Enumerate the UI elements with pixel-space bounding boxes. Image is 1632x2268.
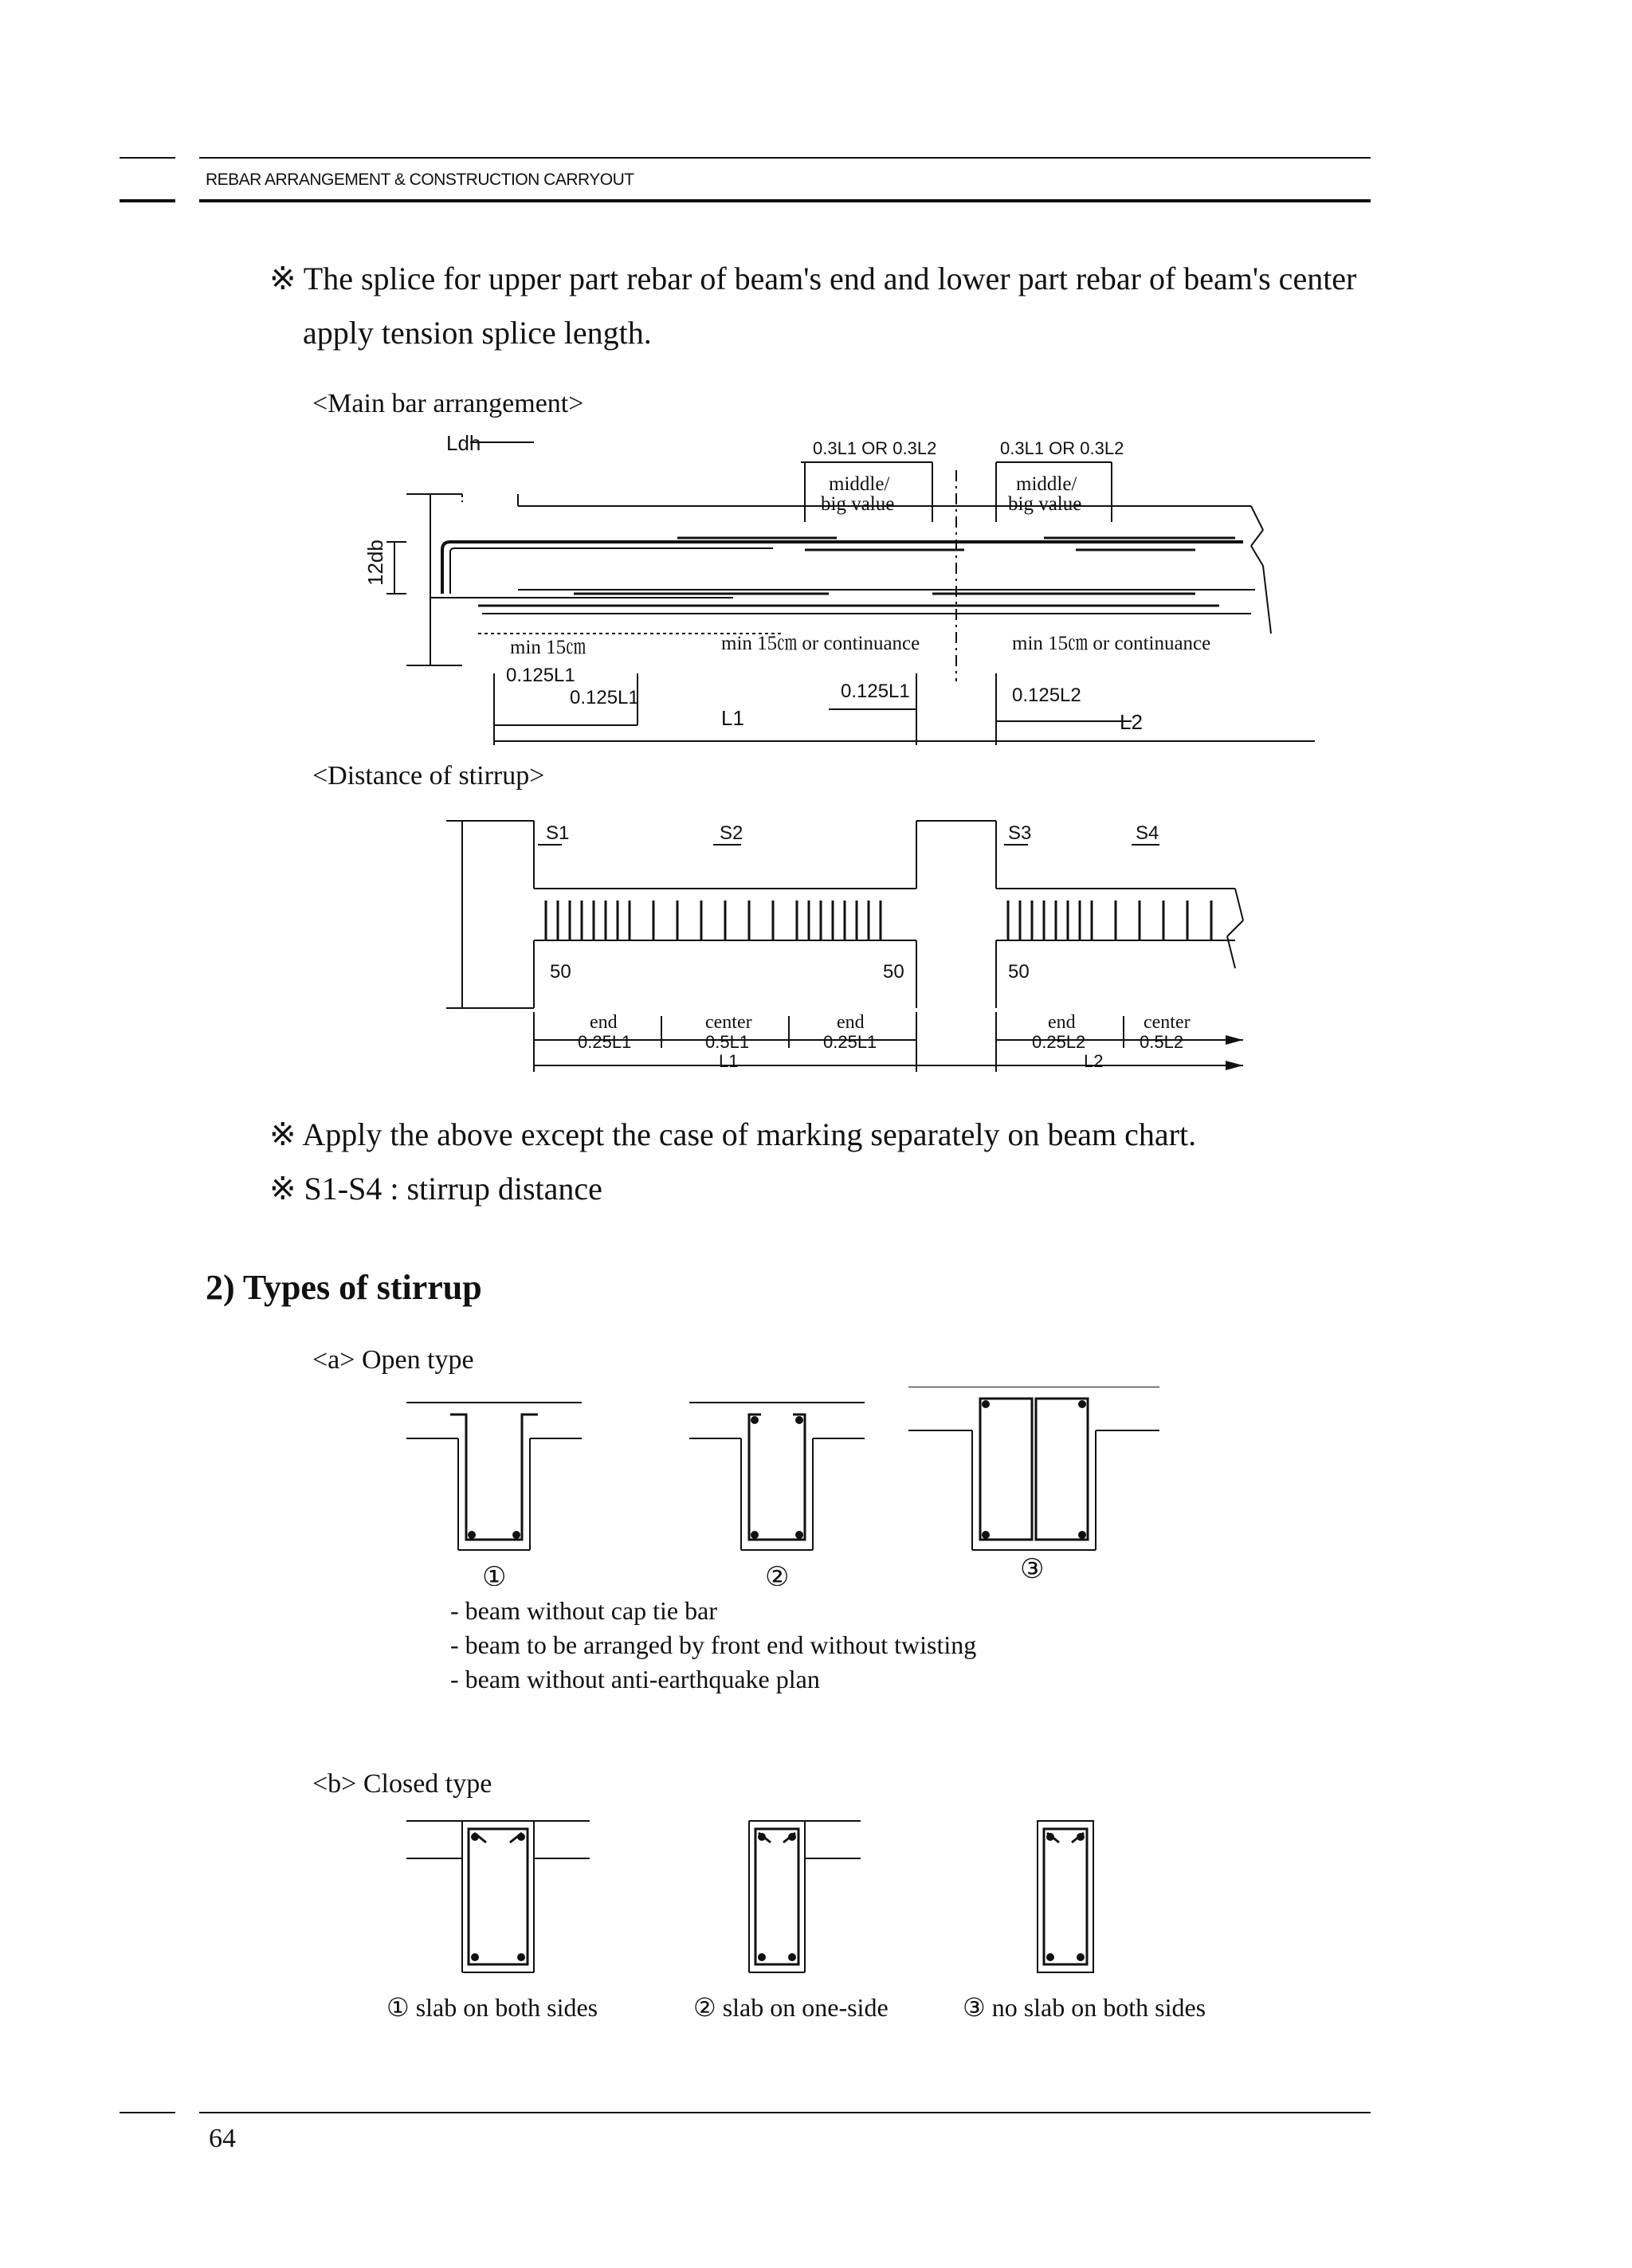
label-05L2: 0.5L2 [1140,1032,1184,1052]
section-title: 2) Types of stirrup [206,1268,482,1307]
note-text: S1-S4 : stirrup distance [304,1171,602,1207]
label-middle-2: middle/ [1016,473,1077,495]
label-bigvalue-1: big value [821,493,895,515]
label-min15-cont-2: min 15㎝ or continuance [1012,633,1211,654]
label-bigvalue-2: big value [1008,493,1082,515]
stirrup-dist-caption: <Distance of stirrup> [312,761,545,791]
open-num-3: ③ [1020,1555,1045,1584]
header-rule-left-bottom [120,199,175,202]
open-num-1: ① [482,1563,507,1586]
label-middle-1: middle/ [829,473,890,495]
label-50-c: 50 [1008,961,1030,983]
open-type-caption: <a> Open type [312,1345,474,1375]
header-rule-top [199,157,1371,159]
label-05L1: 0.5L1 [705,1032,750,1052]
stirrup-bars [546,901,1211,940]
open-type-bullets [450,1594,976,1697]
label-range-2: 0.3L1 OR 0.3L2 [1000,438,1124,458]
note-mark: ※ [269,1116,296,1152]
closed-stirrup-2 [755,1829,798,1964]
bullet-item: - beam without cap tie bar [450,1596,717,1625]
closed-caption-2: ② slab on one-side [693,1993,889,2022]
label-025L1-b: 0.25L1 [823,1032,877,1052]
closed-caption-1: ① slab on both sides [386,1993,598,2022]
open-type-diagrams [398,1387,1195,1586]
label-s4: S4 [1136,822,1159,844]
footer-rule-left [120,2112,175,2113]
page-number: 64 [209,2124,236,2153]
closed-stirrup-1 [469,1829,528,1964]
note-s1s4 [269,1162,602,1216]
label-L2: L2 [1084,1051,1104,1071]
label-end-2: end [837,1012,865,1033]
label-center-2: center [1144,1012,1191,1033]
label-0125L1-a: 0.125L1 [506,665,575,686]
label-min15-cont-1: min 15㎝ or continuance [721,633,920,654]
closed-stirrup-3 [1044,1829,1087,1964]
label-L1: L1 [719,1051,739,1071]
label-min15: min 15㎝ [510,637,586,658]
open-stirrup-3a [980,1399,1032,1540]
header-rule-bottom [199,199,1371,202]
label-L1: L1 [721,706,744,730]
label-0125L1-c: 0.125L1 [841,681,910,702]
open-stirrup-2 [749,1415,805,1540]
label-range-1: 0.3L1 OR 0.3L2 [813,438,937,458]
label-50-a: 50 [550,961,571,983]
note-text: Apply the above except the case of marking separately on beam chart. [302,1116,1197,1152]
closed-type-diagrams [398,1809,1155,1976]
footer-rule [199,2112,1371,2113]
closed-type-caption: <b> Closed type [312,1769,492,1799]
label-end-1: end [590,1012,618,1033]
label-12db: 12db [363,540,387,586]
label-s2: S2 [720,822,743,844]
bullet-item: - beam without anti-earthquake plan [450,1665,820,1693]
bullet-item: - beam to be arranged by front end without twisting [450,1630,977,1659]
label-0125L2: 0.125L2 [1012,685,1081,706]
note-mark: ※ [269,261,296,296]
open-num-2: ② [765,1563,790,1586]
note-line-1: The splice for upper part rebar of beam's end and lower part rebar of beam's center [303,261,1357,296]
note-mark: ※ [269,1171,296,1207]
header-title: REBAR ARRANGEMENT & CONSTRUCTION CARRYOUT [206,171,634,189]
closed-caption-3: ③ no slab on both sides [963,1993,1206,2022]
open-stirrup-1 [450,1415,538,1540]
note-apply [269,1108,1196,1162]
note-line-2: apply tension splice length. [303,315,652,351]
note-splice [269,252,1356,360]
label-end-3: end [1048,1012,1076,1033]
label-025L2: 0.25L2 [1032,1032,1086,1052]
label-ldh: Ldh [446,431,481,455]
label-center-1: center [705,1012,752,1033]
label-s3: S3 [1008,822,1032,844]
label-L2: L2 [1120,710,1143,734]
main-bar-diagram [359,426,1315,753]
stirrup-distance-diagram [446,809,1259,1080]
header-rule-left-top [120,157,175,159]
label-50-b: 50 [883,961,904,983]
label-025L1-a: 0.25L1 [578,1032,632,1052]
label-s1: S1 [546,822,570,844]
main-bar-caption: <Main bar arrangement> [312,389,584,418]
closed-beam-3 [1038,1821,1093,1972]
label-0125L1-b: 0.125L1 [570,687,639,708]
open-stirrup-3b [1036,1399,1088,1540]
